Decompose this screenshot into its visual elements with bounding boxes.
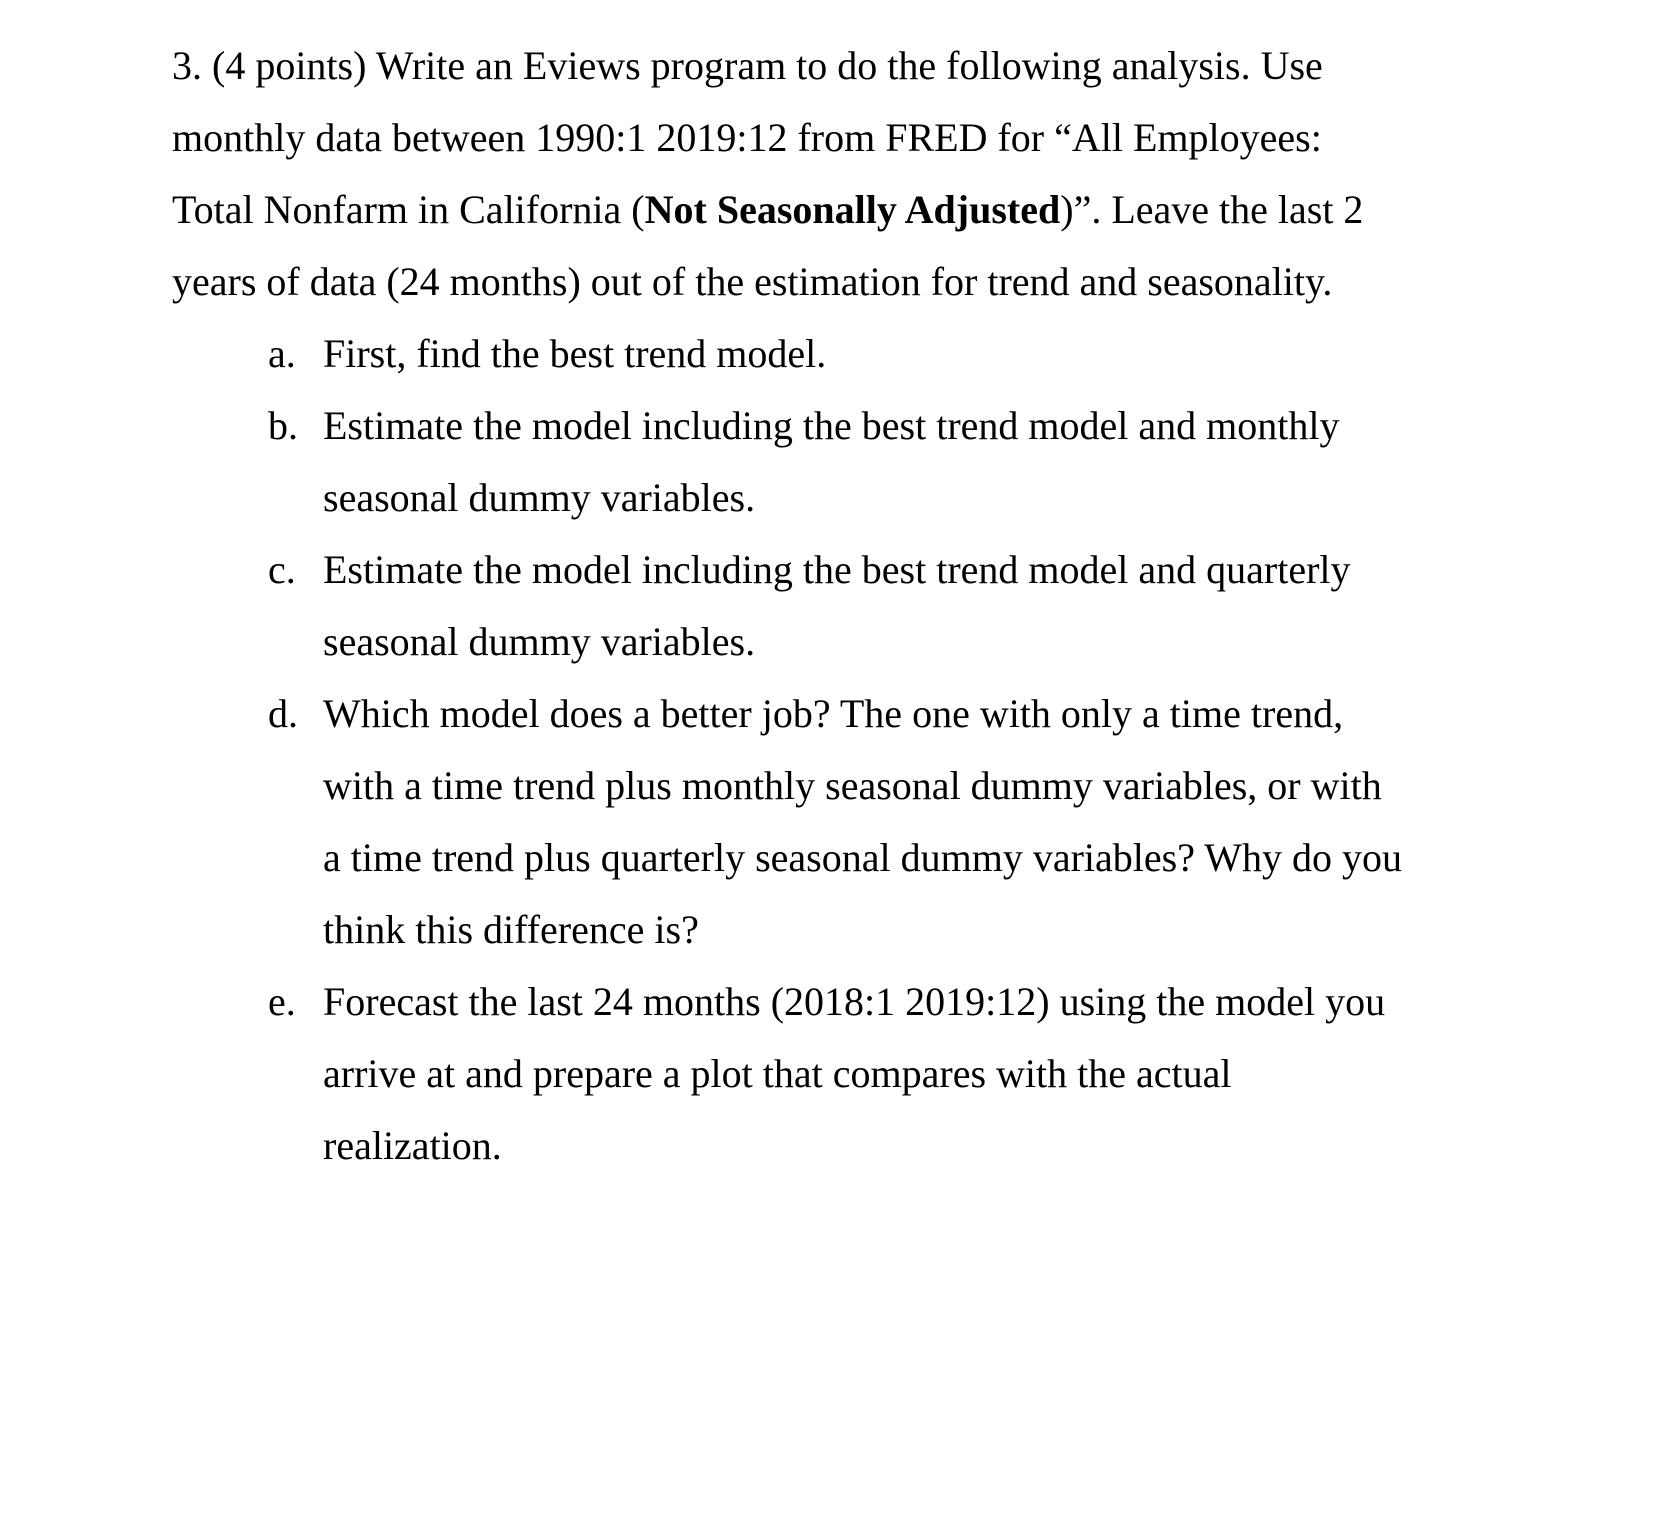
sub-question-d-line-1: Which model does a better job? The one with only a time trend, — [323, 691, 1344, 736]
question-lead-line-3-pre: Total Nonfarm in California ( — [172, 187, 645, 232]
sub-question-a-text — [323, 318, 1473, 390]
sub-question-d-marker: d. — [268, 691, 298, 736]
sub-question-d — [0, 678, 1666, 966]
sub-question-b-marker: b. — [268, 403, 298, 448]
question-lead-line-1: 3. (4 points) Write an Eviews program to do the following analysis. Use — [172, 43, 1323, 88]
sub-question-b-line-2: seasonal dummy variables. — [323, 475, 756, 520]
sub-question-e-marker: e. — [268, 979, 296, 1024]
sub-question-b-line-1: Estimate the model including the best trend model and monthly — [323, 403, 1340, 448]
sub-question-c-text — [323, 534, 1473, 678]
sub-question-d-line-4: think this difference is? — [323, 907, 699, 952]
sub-question-c-line-2: seasonal dummy variables. — [323, 619, 756, 664]
not-seasonally-adjusted-emphasis: Not Seasonally Adjusted — [644, 187, 1061, 232]
sub-question-e-text — [323, 966, 1473, 1182]
sub-question-a-marker: a. — [268, 331, 296, 376]
sub-question-a — [0, 318, 1666, 390]
sub-question-d-text — [323, 678, 1473, 966]
sub-question-b — [0, 390, 1666, 534]
sub-question-c — [0, 534, 1666, 678]
sub-question-a-line-1: First, find the best trend model. — [323, 331, 827, 376]
sub-question-e-line-3: realization. — [323, 1123, 502, 1168]
sub-question-e — [0, 966, 1666, 1182]
sub-question-d-line-2: with a time trend plus monthly seasonal dummy variables, or with — [323, 763, 1382, 808]
question-lead-paragraph — [172, 30, 1472, 318]
question-lead-line-4: years of data (24 months) out of the estimation for trend and seasonality. — [172, 259, 1333, 304]
sub-question-e-line-1: Forecast the last 24 months (2018:1 2019:12) using the model you — [323, 979, 1386, 1024]
sub-question-c-marker: c. — [268, 547, 296, 592]
question-lead-line-3-post: )”. Leave the last 2 — [1060, 187, 1364, 232]
sub-question-c-line-1: Estimate the model including the best trend model and quarterly — [323, 547, 1351, 592]
sub-question-e-line-2: arrive at and prepare a plot that compares with the actual — [323, 1051, 1232, 1096]
sub-question-b-text — [323, 390, 1473, 534]
question-lead-line-3 — [172, 174, 1472, 246]
sub-question-list — [0, 318, 1666, 1182]
question-lead-line-2: monthly data between 1990:1 2019:12 from FRED for “All Employees: — [172, 115, 1322, 160]
sub-question-d-line-3: a time trend plus quarterly seasonal dummy variables? Why do you — [323, 835, 1402, 880]
